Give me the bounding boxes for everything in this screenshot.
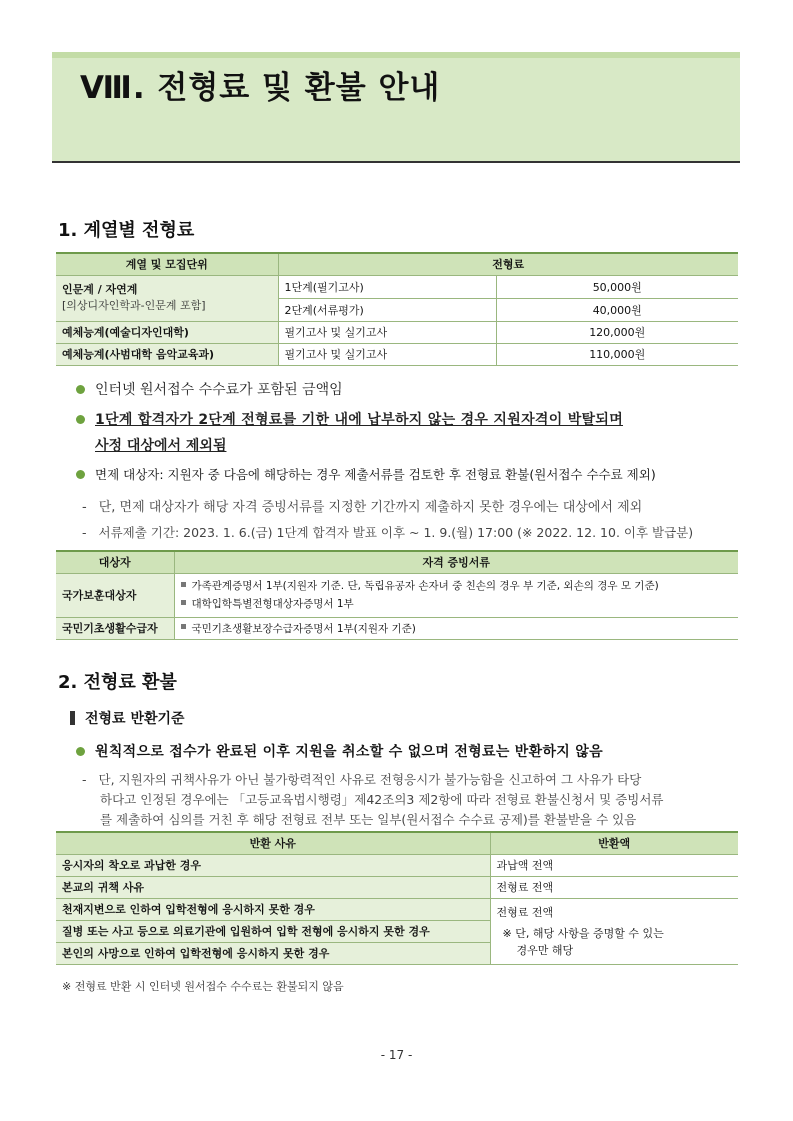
fee-table-header-unit: 계열 및 모집단위: [56, 253, 278, 275]
refund-merged-amount-cell: [490, 898, 738, 964]
unit-cell: 예체능계(예술디자인대학): [56, 321, 278, 343]
doc-item: 국민기초생활보장수급자증명서 1부(지원자 기준): [191, 622, 416, 635]
fee-cell: 50,000원: [496, 275, 738, 298]
refund-criteria-subtitle: [70, 708, 185, 728]
fee-cell: 120,000원: [496, 321, 738, 343]
dash-text: 단, 지원자의 귀책사유가 아닌 불가항력적인 사유로 전형응시가 불가능함을 신고하여 그 사유가 타당: [98, 772, 642, 787]
dash-text: 하다고 인정된 경우에는 「고등교육법시행령」제42조의3 제2항에 따라 전형료 환불신청서 및 증빙서류: [100, 792, 664, 807]
fee-table: [56, 252, 738, 366]
bullet-dot-icon: [76, 747, 85, 756]
subtitle-text: 전형료 반환기준: [85, 711, 185, 727]
fee-table-unit-cell: [56, 275, 278, 321]
bullet-dot-icon: [76, 385, 85, 394]
exemption-header-docs: 자격 증빙서류: [174, 551, 738, 573]
page-title: Ⅷ. 전형료 및 환불 안내: [80, 70, 441, 106]
page-number: - 17 -: [380, 1048, 413, 1062]
merged-note: ※ 단, 해당 사항을 증명할 수 있는: [502, 926, 664, 940]
section-2-title: 2. 전형료 환불: [58, 672, 177, 693]
unit-name: 인문계 / 자연계: [62, 283, 138, 296]
square-bullet-icon: [181, 582, 186, 587]
section-1-title: 1. 계열별 전형료: [58, 220, 195, 241]
refund-header-reason: 반환 사유: [56, 832, 490, 854]
refund-reason-cell: 본교의 귀책 사유: [56, 876, 490, 898]
refund-table: [56, 831, 738, 965]
bullet-stage2-warning-cont: [95, 435, 226, 455]
refund-reason-cell: 질병 또는 사고 등으로 의료기관에 입원하여 입학 전형에 응시하지 못한 경우: [56, 920, 490, 942]
bullet-dot-icon: [76, 470, 85, 479]
dash-text: 서류제출 기간: 2023. 1. 6.(금) 1단계 합격자 발표 이후 ~ 1. 9.(월) 17:00 (※ 2022. 12. 10. 이후 발급분): [98, 525, 694, 540]
section-marker-icon: [70, 711, 75, 725]
square-bullet-icon: [181, 624, 186, 629]
exemption-docs-cell: [174, 573, 738, 617]
fee-cell: 40,000원: [496, 298, 738, 321]
bullet-fee-includes: [76, 379, 343, 399]
doc-item: 가족관계증명서 1부(지원자 기준. 단, 독립유공자 손자녀 중 친손의 경우 부 기준, 외손의 경우 모 기준): [191, 580, 659, 592]
fee-cell: 110,000원: [496, 343, 738, 365]
refund-amount-cell: 전형료 전액: [490, 876, 738, 898]
bullet-no-refund: [76, 741, 603, 761]
exemption-target-cell: 국가보훈대상자: [56, 573, 174, 617]
exemption-header-target: 대상자: [56, 551, 174, 573]
bullet-dot-icon: [76, 415, 85, 424]
stage-cell: 필기고사 및 실기고사: [278, 321, 496, 343]
exemption-docs-cell: [174, 617, 738, 639]
bullet-stage2-warning: [76, 409, 623, 429]
exemption-table: [56, 550, 738, 640]
stage-cell: 2단계(서류평가): [278, 298, 496, 321]
refund-reason-cell: 본인의 사망으로 인하여 입학전형에 응시하지 못한 경우: [56, 942, 490, 964]
refund-footnote: ※ 전형료 반환 시 인터넷 원서접수 수수료는 환불되지 않음: [62, 980, 344, 993]
bullet-text: 원칙적으로 접수가 완료된 이후 지원을 취소할 수 없으며 전형료는 반환하지 않음: [95, 744, 603, 760]
stage-cell: 1단계(필기고사): [278, 275, 496, 298]
bullet-exemption: [76, 465, 656, 483]
doc-item: 대학입학특별전형대상자증명서 1부: [191, 598, 354, 610]
dash-text: 를 제출하여 심의를 거친 후 해당 전형료 전부 또는 일부(원서접수 수수료 공제)를 환불받을 수 있음: [100, 812, 637, 827]
stage-cell: 필기고사 및 실기고사: [278, 343, 496, 365]
dash-refund-exception: - 단, 지원자의 귀책사유가 아닌 불가항력적인 사유로 전형응시가 불가능함을 신고하여 그 사유가 타당 하다고 인정된 경우에는 「고등교육법시행령」제42조의3 제2항에 따라 전형료 환불신청서 및 증빙서류 를 제출하여 심의를 거친 후 해당 전형료 전부 또는 일부(원서접수 수수료 공제)를 환불받을 수 있음: [82, 770, 664, 830]
refund-header-amount: 반환액: [490, 832, 738, 854]
merged-note: 경우만 해당: [516, 943, 574, 957]
bullet-text: 사정 대상에서 제외됨: [95, 438, 227, 454]
unit-cell: 예체능계(사범대학 음악교육과): [56, 343, 278, 365]
exemption-target-cell: 국민기초생활수급자: [56, 617, 174, 639]
dash-submission-period: - 서류제출 기간: 2023. 1. 6.(금) 1단계 합격자 발표 이후 ~ 1. 9.(월) 17:00 (※ 2022. 12. 10. 이후 발급분): [82, 525, 694, 540]
bullet-text: 1단계 합격자가 2단계 전형료를 기한 내에 납부하지 않는 경우 지원자격이 박탈되며: [95, 412, 624, 428]
refund-reason-cell: 응시자의 착오로 과납한 경우: [56, 854, 490, 876]
dash-text: 단, 면제 대상자가 해당 자격 증빙서류를 지정한 기간까지 제출하지 못한 경우에는 대상에서 제외: [98, 500, 643, 515]
bullet-text: 면제 대상자: 지원자 중 다음에 해당하는 경우 제출서류를 검토한 후 전형료 환불(원서접수 수수료 제외): [95, 467, 656, 482]
fee-table-header-fee: 전형료: [278, 253, 738, 275]
bullet-text: 인터넷 원서접수 수수료가 포함된 금액임: [95, 382, 343, 398]
refund-amount-cell: 과납액 전액: [490, 854, 738, 876]
refund-reason-cell: 천재지변으로 인하여 입학전형에 응시하지 못한 경우: [56, 898, 490, 920]
merged-amount: 전형료 전액: [496, 905, 554, 919]
unit-sub: [의상디자인학과-인문계 포함]: [62, 299, 206, 312]
square-bullet-icon: [181, 600, 186, 605]
dash-exemption-note: - 단, 면제 대상자가 해당 자격 증빙서류를 지정한 기간까지 제출하지 못한 경우에는 대상에서 제외: [82, 500, 643, 515]
